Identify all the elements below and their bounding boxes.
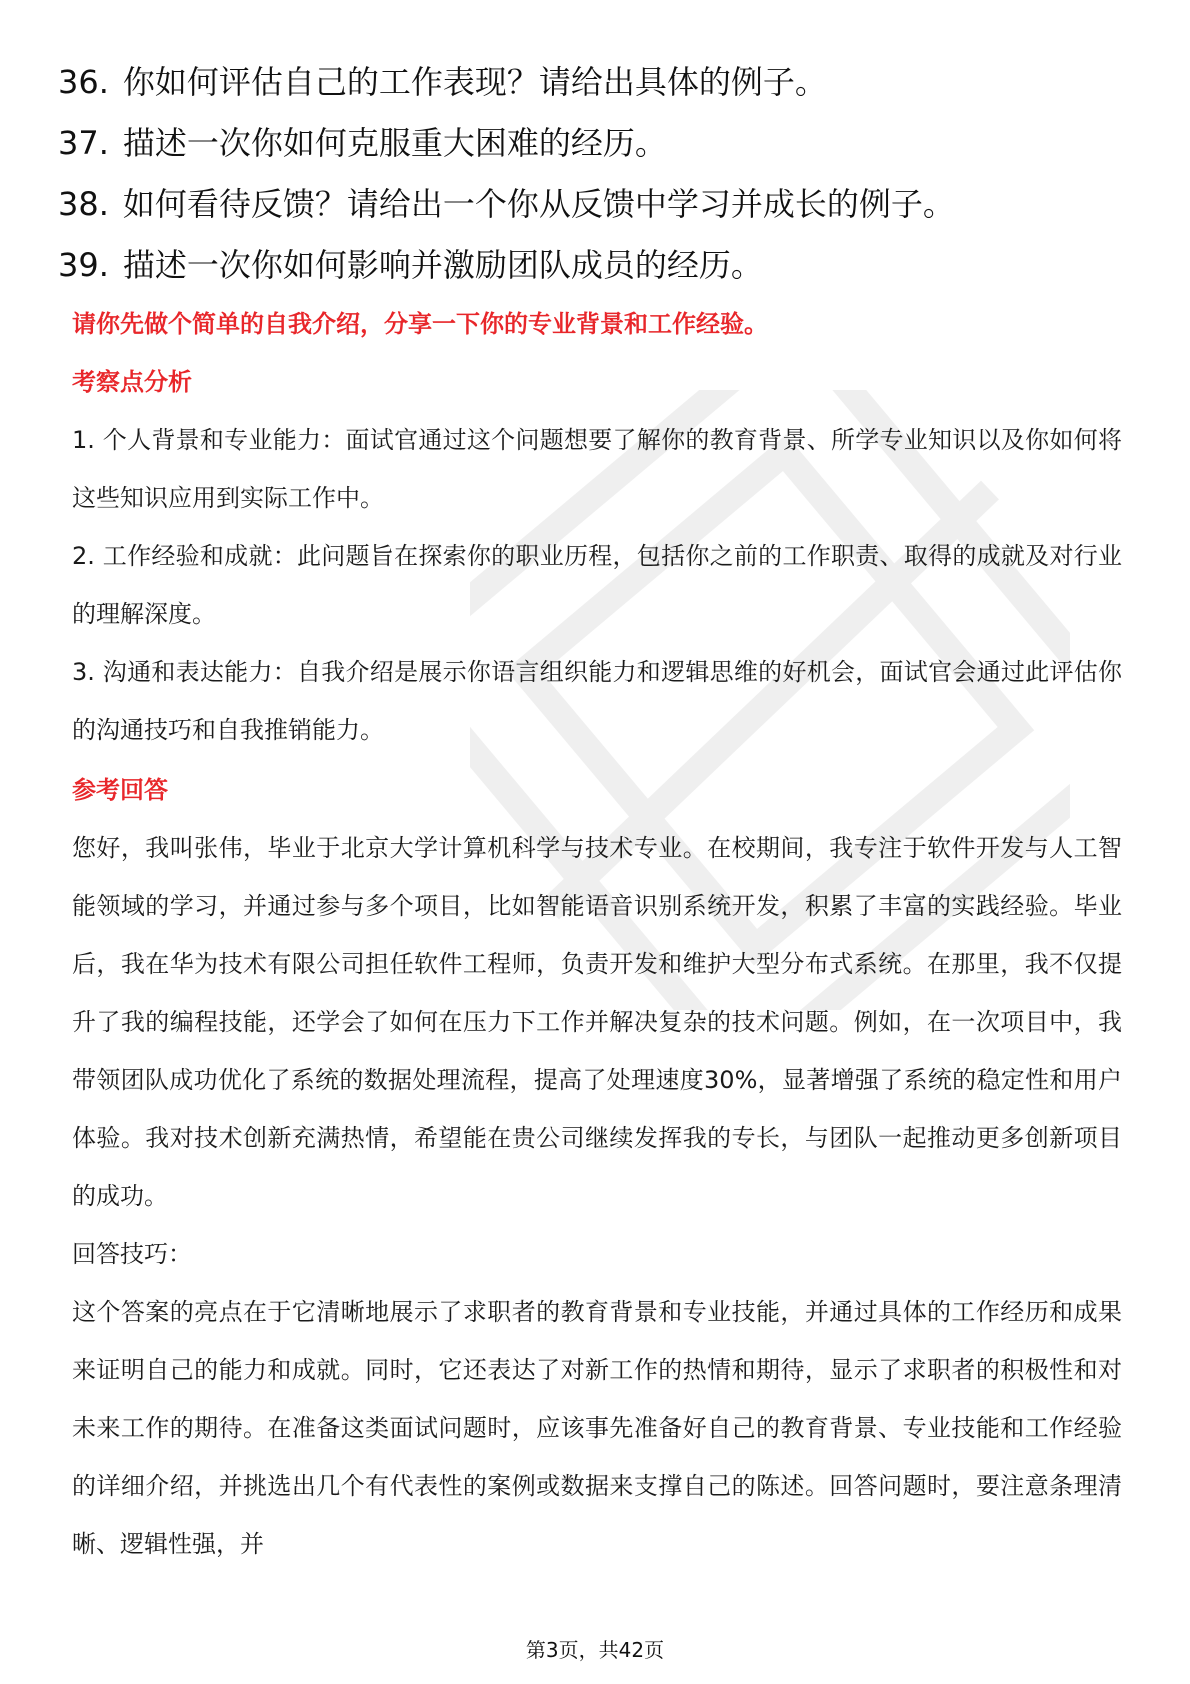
question-text: 如何看待反馈？请给出一个你从反馈中学习并成长的例子。 xyxy=(122,185,955,223)
main-question-heading: 请你先做个简单的自我介绍，分享一下你的专业背景和工作经验。 xyxy=(72,310,768,338)
analysis-heading: 考察点分析 xyxy=(72,368,192,396)
question-text: 你如何评估自己的工作表现？请给出具体的例子。 xyxy=(122,63,827,101)
question-item xyxy=(58,113,1138,174)
tips-paragraph: 这个答案的亮点在于它清晰地展示了求职者的教育背景和专业技能，并通过具体的工作经历和成果来证明自己的能力和成就。同时，它还表达了对新工作的热情和期待，显示了求职者的积极性和对未来工作的期待。在准备这类面试问题时，应该事先准备好自己的教育背景、专业技能和工作经验的详细介绍，并挑选出几个有代表性的案例或数据来支撑自己的陈述。回答问题时，要注意条理清晰、逻辑性强，并 xyxy=(72,1298,1122,1558)
page-footer: 第3页，共42页 xyxy=(525,1638,665,1662)
question-number: 37. xyxy=(58,124,109,162)
question-number: 36. xyxy=(58,63,109,101)
question-item xyxy=(58,235,1138,296)
analysis-point: 2. 工作经验和成就：此问题旨在探索你的职业历程，包括你之前的工作职责、取得的成就及对行业的理解深度。 xyxy=(72,542,1122,628)
question-text: 描述一次你如何克服重大困难的经历。 xyxy=(122,124,667,162)
question-list xyxy=(58,52,1138,296)
tips-label: 回答技巧： xyxy=(72,1240,192,1268)
analysis-point: 1. 个人背景和专业能力：面试官通过这个问题想要了解你的教育背景、所学专业知识以及你如何将这些知识应用到实际工作中。 xyxy=(72,426,1122,512)
main-content xyxy=(72,307,1122,1573)
question-item xyxy=(58,174,1138,235)
question-item xyxy=(58,52,1138,113)
answer-paragraph: 您好，我叫张伟，毕业于北京大学计算机科学与技术专业。在校期间，我专注于软件开发与人工智能领域的学习，并通过参与多个项目，比如智能语音识别系统开发，积累了丰富的实践经验。毕业后，我在华为技术有限公司担任软件工程师，负责开发和维护大型分布式系统。在那里，我不仅提升了我的编程技能，还学会了如何在压力下工作并解决复杂的技术问题。例如，在一次项目中，我带领团队成功优化了系统的数据处理流程，提高了处理速度30%，显著增强了系统的稳定性和用户体验。我对技术创新充满热情，希望能在贵公司继续发挥我的专长，与团队一起推动更多创新项目的成功。 xyxy=(72,834,1122,1210)
analysis-point: 3. 沟通和表达能力：自我介绍是展示你语言组织能力和逻辑思维的好机会，面试官会通过此评估你的沟通技巧和自我推销能力。 xyxy=(72,658,1122,744)
question-text: 描述一次你如何影响并激励团队成员的经历。 xyxy=(122,246,763,284)
answer-heading: 参考回答 xyxy=(72,776,168,804)
analysis-section xyxy=(72,411,1122,759)
question-number: 38. xyxy=(58,185,109,223)
question-number: 39. xyxy=(58,246,109,284)
